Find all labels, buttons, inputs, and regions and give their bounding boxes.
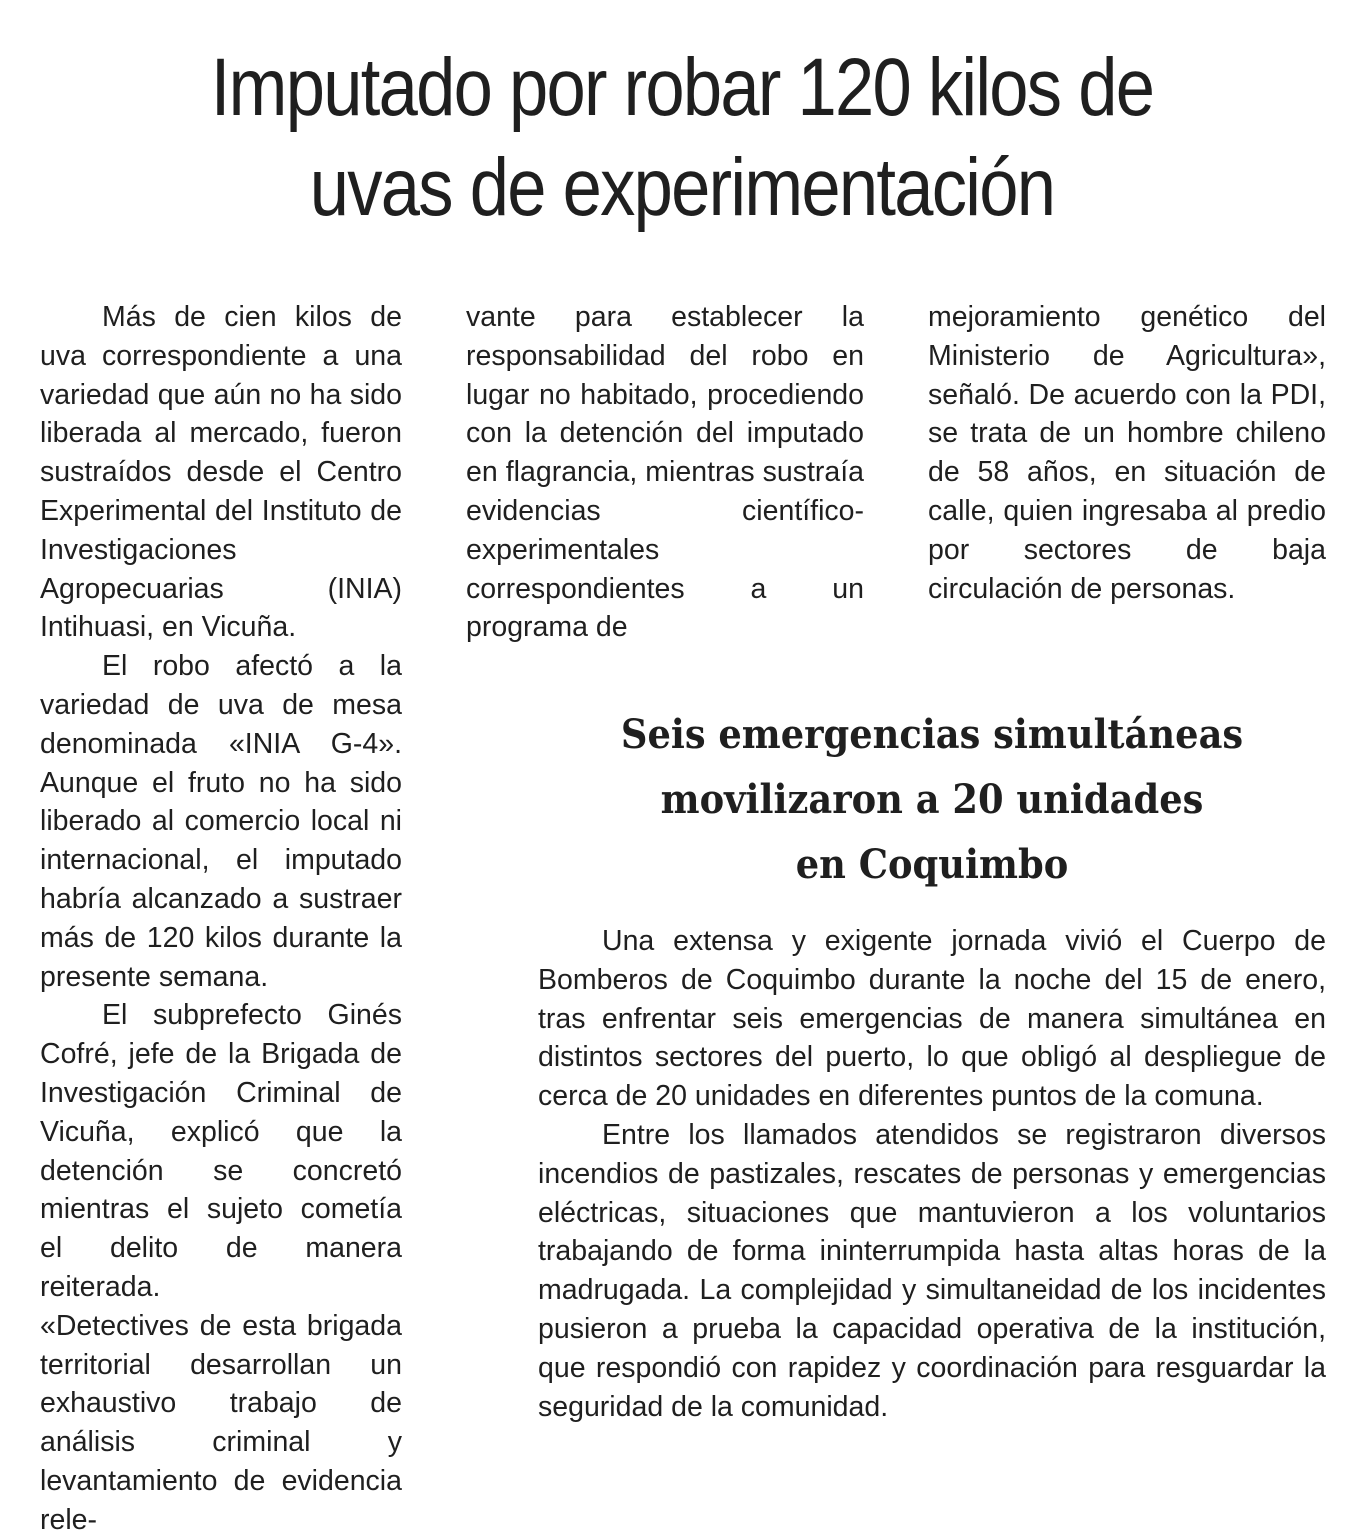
paragraph: vante para establecer la responsabilidad del robo en lugar no habitado, procediendo con la detención del imputado en flagrancia, mientras sustraía evidencias científico-experimentales correspondientes a un programa de xyxy=(466,301,864,644)
subhead-line-3: en Coquimbo xyxy=(795,841,1069,888)
headline-line-2: uvas de experimentación xyxy=(309,142,1055,233)
article-headline xyxy=(113,38,1252,238)
paragraph: Una extensa y exigente jornada vivió el Cuerpo de Bomberos de Coquimbo durante la noche del 15 de enero, tras enfrentar seis emergencias de manera simultánea en distintos sectores del puerto, lo que obligó al despliegue de cerca de 20 unidades en diferentes puntos de la comuna. xyxy=(538,925,1326,1113)
article-column-1 xyxy=(40,298,402,1540)
article-column-3 xyxy=(928,298,1326,608)
paragraph: Más de cien kilos de uva correspondiente a una variedad que aún no ha sido liberada al mercado, fueron sustraídos desde el Centro Experimental del Instituto de Investigaciones Agropecuarias (INIA) Intihuasi, en Vicuña. xyxy=(40,301,402,644)
subhead-line-1: Seis emergencias simultáneas xyxy=(620,711,1244,758)
headline-line-1: Imputado por robar 120 kilos de xyxy=(210,42,1154,133)
subhead-line-2: movilizaron a 20 unidades xyxy=(660,776,1204,823)
paragraph: mejoramiento genético del Ministerio de Agricultura», señaló. De acuerdo con la PDI, se trata de un hombre chileno de 58 años, en situación de calle, quien ingresaba al predio por sectores de baja circulación de personas. xyxy=(928,301,1326,605)
paragraph: Entre los llamados atendidos se registraron diversos incendios de pastizales, rescates de personas y emergencias eléctricas, situaciones que mantuvieron a los voluntarios trabajando de forma ininterrumpida hasta altas horas de la madrugada. La complejidad y simultaneidad de los incidentes pusieron a prueba la capacidad operativa de la institución, que respondió con rapidez y coordinación para resguardar la seguridad de la comunidad. xyxy=(538,1118,1326,1423)
paragraph: El subprefecto Ginés Cofré, jefe de la Brigada de Investigación Criminal de Vicuña, explicó que la detención se concretó mientras el sujeto cometía el delito de manera reiterada. xyxy=(40,999,402,1303)
secondary-article-body xyxy=(538,922,1326,1426)
secondary-headline xyxy=(570,702,1295,897)
paragraph: «Detectives de esta brigada territorial desarrollan un exhaustivo trabajo de análisis criminal y levantamiento de evidencia rele- xyxy=(40,1309,402,1536)
article-column-2 xyxy=(466,298,864,647)
paragraph: El robo afectó a la variedad de uva de mesa denominada «INIA G-4». Aunque el fruto no ha sido liberado al comercio local ni internacional, el imputado habría alcanzado a sustraer más de 120 kilos durante la presente semana. xyxy=(40,650,402,993)
